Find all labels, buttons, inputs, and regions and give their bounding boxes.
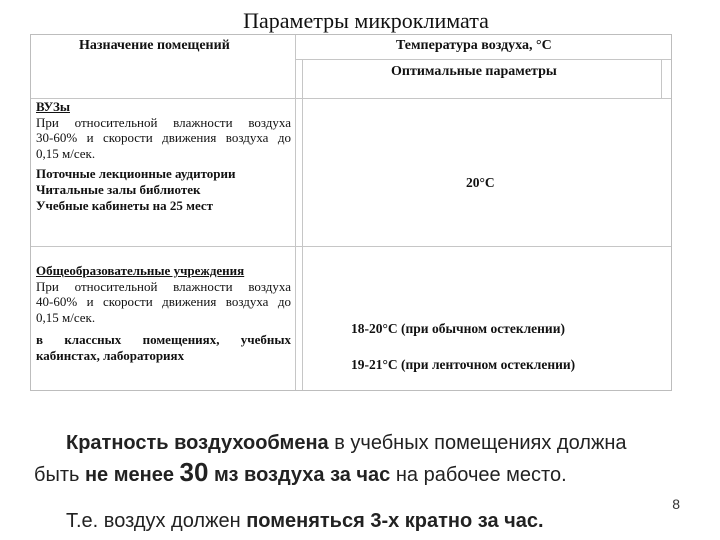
condition-line: 40-60% и скорости движения воздуха до (36, 294, 291, 310)
section-universities (36, 99, 291, 213)
section-schools (36, 263, 291, 364)
room-type: Учебные кабинеты на 25 мест (36, 197, 214, 213)
column-divider-inner (302, 59, 303, 390)
temperature-ribbon-glazing: 19-21°С (при ленточном остеклении) (351, 357, 576, 372)
column-header-air-temperature: Температура воздуха, °С (396, 38, 552, 53)
section-heading: ВУЗы (36, 99, 70, 114)
column-divider (295, 35, 296, 390)
right-inner-divider (661, 59, 662, 99)
column-header-room-purpose: Назначение помещений (79, 38, 230, 53)
condition-line: 30-60% и скорости движения воздуха до (36, 130, 291, 146)
page-title: Параметры микроклимата (243, 8, 489, 33)
room-type: Читальные залы библиотек (36, 181, 201, 197)
text-run: Т.е. воздух должен (66, 510, 247, 532)
bold-term: Кратность воздухообмена (66, 432, 329, 454)
subheader-optimal-parameters: Оптимальные параметры (391, 64, 557, 79)
room-type: в классных помещениях, учебных (36, 332, 291, 348)
conclusion-paragraph (66, 510, 544, 533)
big-number: 30 (179, 457, 209, 487)
condition-line: При относительной влажности воздуха (36, 114, 291, 130)
microclimate-table (30, 34, 672, 391)
condition-line: При относительной влажности воздуха (36, 278, 291, 294)
bold-term: поменяться 3-х кратно за час. (246, 510, 544, 532)
bold-term: мз воздуха за час (208, 464, 391, 486)
text-run: в учебных помещениях должна (328, 432, 627, 454)
section-heading: Общеобразовательные учреждения (36, 263, 245, 278)
header-divider (295, 59, 671, 60)
room-type: кабинстах, лабораториях (36, 347, 185, 363)
text-run: быть (34, 464, 85, 486)
condition-line: 0,15 м/сек. (36, 309, 96, 325)
text-run: на рабочее место. (390, 464, 567, 486)
section-divider (31, 246, 671, 247)
condition-line: 0,15 м/сек. (36, 145, 96, 161)
temperature-normal-glazing: 18-20°С (при обычном остеклении) (351, 321, 565, 336)
air-exchange-paragraph (34, 432, 627, 488)
page-number: 8 (672, 496, 680, 512)
bold-term: не менее (84, 464, 180, 486)
room-type: Поточные лекционные аудитории (36, 166, 236, 182)
temperature-universities: 20°С (466, 175, 495, 190)
